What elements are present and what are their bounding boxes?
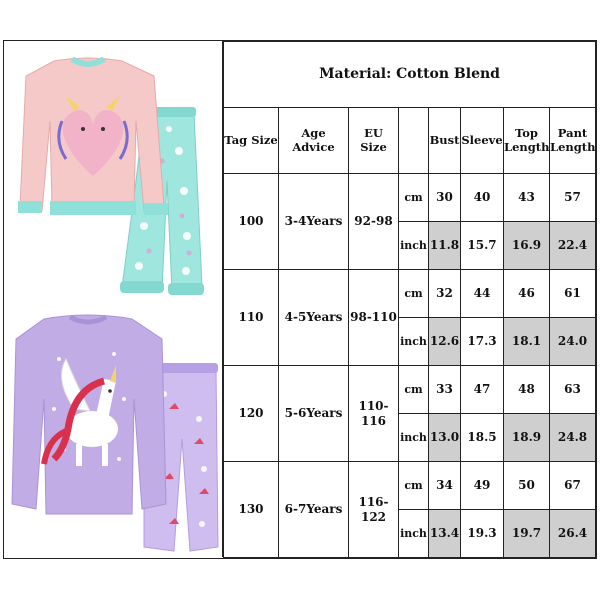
age-advice-cell: 3-4Years — [279, 174, 349, 270]
sleeve-inch-cell: 15.7 — [461, 222, 504, 270]
bust-inch-cell: 11.8 — [429, 222, 461, 270]
header-tag-size: Tag Size — [224, 108, 279, 174]
pant-length-inch-cell: 24.0 — [550, 318, 596, 366]
size-row-cm — [224, 174, 596, 222]
top-length-cm-cell: 46 — [504, 270, 550, 318]
product-photo-panel — [4, 41, 223, 557]
bust-inch-cell: 13.0 — [429, 414, 461, 462]
header-unit — [399, 108, 429, 174]
sleeve-inch-cell: 18.5 — [461, 414, 504, 462]
top-length-inch-cell: 19.7 — [504, 510, 550, 558]
size-chart-frame — [3, 40, 597, 559]
sleeve-cm-cell: 44 — [461, 270, 504, 318]
purple-pajama-image — [4, 299, 223, 557]
unit-cm-cell: cm — [399, 270, 429, 318]
pant-length-cm-cell: 57 — [550, 174, 596, 222]
age-advice-cell: 4-5Years — [279, 270, 349, 366]
header-sleeve: Sleeve — [461, 108, 504, 174]
eu-size-cell: 110-116 — [349, 366, 399, 462]
header-top-length: Top Length — [504, 108, 550, 174]
size-row-cm — [224, 462, 596, 510]
tag-size-cell: 120 — [224, 366, 279, 462]
top-length-cm-cell: 48 — [504, 366, 550, 414]
sleeve-cm-cell: 40 — [461, 174, 504, 222]
unit-cm-cell: cm — [399, 366, 429, 414]
header-eu-size: EU Size — [349, 108, 399, 174]
bust-cm-cell: 34 — [429, 462, 461, 510]
sleeve-inch-cell: 19.3 — [461, 510, 504, 558]
header-age-advice: Age Advice — [279, 108, 349, 174]
pink-top-icon — [18, 58, 168, 215]
size-row-cm — [224, 270, 596, 318]
age-advice-cell: 6-7Years — [279, 462, 349, 558]
unit-inch-cell: inch — [399, 222, 429, 270]
size-chart-table — [223, 41, 596, 558]
material-title: Material: Cotton Blend — [224, 42, 596, 108]
pant-length-cm-cell: 61 — [550, 270, 596, 318]
bust-cm-cell: 32 — [429, 270, 461, 318]
tag-size-cell: 100 — [224, 174, 279, 270]
sleeve-inch-cell: 17.3 — [461, 318, 504, 366]
top-length-inch-cell: 18.1 — [504, 318, 550, 366]
pant-length-inch-cell: 24.8 — [550, 414, 596, 462]
top-length-cm-cell: 43 — [504, 174, 550, 222]
unit-inch-cell: inch — [399, 414, 429, 462]
sleeve-cm-cell: 47 — [461, 366, 504, 414]
pant-length-cm-cell: 63 — [550, 366, 596, 414]
tag-size-cell: 130 — [224, 462, 279, 558]
unit-cm-cell: cm — [399, 174, 429, 222]
pant-length-inch-cell: 26.4 — [550, 510, 596, 558]
header-pant-length: Pant Length — [550, 108, 596, 174]
eu-size-cell: 116-122 — [349, 462, 399, 558]
pink-pajama-image — [4, 41, 223, 299]
bust-inch-cell: 13.4 — [429, 510, 461, 558]
age-advice-cell: 5-6Years — [279, 366, 349, 462]
bust-inch-cell: 12.6 — [429, 318, 461, 366]
header-bust: Bust — [429, 108, 461, 174]
unit-inch-cell: inch — [399, 318, 429, 366]
sleeve-cm-cell: 49 — [461, 462, 504, 510]
purple-top-icon — [12, 315, 166, 514]
size-row-cm — [224, 366, 596, 414]
pant-length-cm-cell: 67 — [550, 462, 596, 510]
top-length-inch-cell: 18.9 — [504, 414, 550, 462]
pant-length-inch-cell: 22.4 — [550, 222, 596, 270]
unit-inch-cell: inch — [399, 510, 429, 558]
top-length-inch-cell: 16.9 — [504, 222, 550, 270]
top-length-cm-cell: 50 — [504, 462, 550, 510]
eu-size-cell: 98-110 — [349, 270, 399, 366]
unit-cm-cell: cm — [399, 462, 429, 510]
bust-cm-cell: 33 — [429, 366, 461, 414]
bust-cm-cell: 30 — [429, 174, 461, 222]
eu-size-cell: 92-98 — [349, 174, 399, 270]
tag-size-cell: 110 — [224, 270, 279, 366]
